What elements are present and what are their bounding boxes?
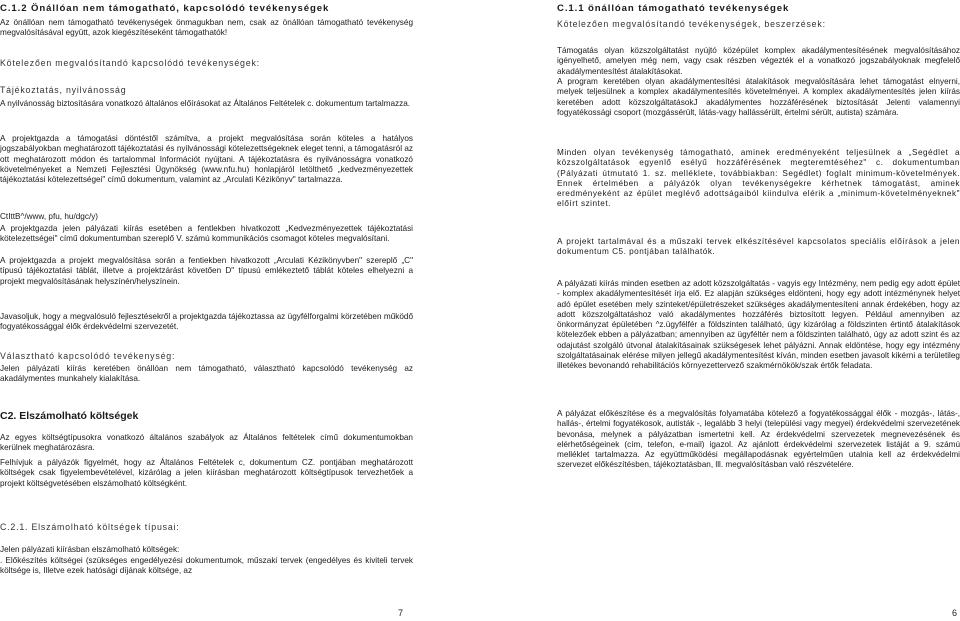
signage-paragraph: A projektgazda a projekt megvalósítása során a fentiekben hivatkozott „Arculati Kézikönyvben" szereplő „C" típusú tájékoztatási táblát, illetve a projektzárást követően D" típusú emlékeztető táblát köteles elhelyezni a projekt megvalósításának helyszínén/helyszínein. bbox=[0, 256, 413, 286]
c2-title: C2. Elszámolható költségek bbox=[0, 410, 139, 422]
package-paragraph: A projektgazda jelen pályázati kiírás esetében a fentlekben hivatkozott „Kedvezményezettek tájékoztatási kötelezettségei" című dokumentumban szereplő V. számú kommunikációs csomagot köteles megvalósítani. bbox=[0, 224, 413, 244]
project-paragraph: A projektgazda a támogatási döntéstől számítva, a projekt megvalósítása során köteles a hatályos jogszabályokban meghatározott tájékoztatási és nyilvánossági kötelezettségeknek eleget tenni, a támogatásról az ott meghatározott módon és tartalommal Információt nyújtani. A tájékoztatásra és nyilvánosságra vonatkozó követelményeket a Nemzeti Fejlesztési Ügynökség (www.nfu.hu) honlapjáról letölthető „kedvezményezettek tájékoztatási kötelezettségei" című dokumentum, valamint az „Arculati Kézikönyv" tartalmazza. bbox=[0, 134, 413, 185]
c2-paragraph-2: Felhívjuk a pályázók figyelmét, hogy az Általános Feltételek c, dokumentum CZ. pontjában meghatározott költségek csak figyelembevételével, kizárólag a jelen kiírásban meghatározott költségtípusok tervezhetőek a projekt költségvetésében elszámolható költségként. bbox=[0, 458, 413, 488]
page-number-left: 7 bbox=[398, 608, 404, 618]
right-subheading: Kötelezően megvalósítandó tevékenységek, beszerzések: bbox=[557, 19, 826, 29]
c21-list-item: . Előkészítés költségei (szükséges engedélyezési dokumentumok, műszaki tervek (engedélyes és kiviteli tervek költsége is, Illetve ezek hatósági díjának költsége, az bbox=[0, 556, 413, 576]
section-heading-right: C.1.1 önállóan támogatható tevékenységek bbox=[557, 3, 790, 14]
right-paragraph-3: A projekt tartalmával és a műszaki tervek elkészítésével kapcsolatos speciális előírások a jelen dokumentum C5. pontjában találhatók. bbox=[557, 237, 960, 257]
right-paragraph-1: Támogatás olyan közszolgáltatást nyújtó középület komplex akadálymentesítésének megvalósításához igényelhető, amelyen még nem, vagy csak részben végezték el a vonatkozó jogszabályoknak megfelelő akadálymentesítést átalakításokat. bbox=[557, 46, 960, 76]
right-paragraph-2: Minden olyan tevékenység támogatható, aminek eredményeként teljesülnek a „Segédlet a közszolgáltatások egyenlő esélyű hozzáférésének megteremtéséhez" c. dokumentumban (Pályázati útmutató 1. sz. melléklete, továbbiakban: Segédlet) foglalt minimum-követelmények. Ennek értelmében a pályázók olyan tevékenységekre kérhetnek támogatást, aminek eredményeként az épület meglévő adottságaiból kiindulva elérik a „minimum-követelményeknek" előírt szintet. bbox=[557, 148, 960, 209]
info-paragraph: A nyilvánosság biztosítására vonatkozó általános előírásokat az Általános Feltételek c. dokumentum tartalmazza. bbox=[0, 99, 411, 108]
right-paragraph-1b: A program keretében olyan akadálymentesítési átalakítások megvalósítására lehet támogatást elnyerni, melyek teljesülnek a komplex akadálymentesítés követelményei. A komplex akadálymentesítés jelen kiírás keretében adott közszolgáltatásokJ akadálymentes hozzáférésének biztosítását Jelenti valamennyi fogyatékossági csoport (mozgássérült, látás-vagy hallássérült, értelmi sérült, autista) számára. bbox=[557, 77, 960, 117]
intro-paragraph: Az önállóan nem támogatható tevékenységek önmagukban nem, csak az önállóan támogatható tevékenység megvalósításával együtt, azok kiegészítéseként támogathatók! bbox=[0, 18, 413, 38]
right-paragraph-4: A pályázati kiírás minden esetben az adott közszolgáltatás - vagyis egy Intézmény, nem pedig egy adott épület - komplex akadálymentesítését írja elő. Ez alapján szükséges eldönteni, hogy egy adott intézménynek helyet adó épület esetében mely szinteket/épületrészeket szükséges akadálymentesíteni annak érdekében, hogy az adott közszolgáltatáshoz való akadálymentes hozzáférés biztosított legyen. Például amennyiben az önkormányzat épületében ^z.ügyfélfér a földszinten található, úgy kizárólag a földszinten értintő átalakítások kötelezőek ebben a pályázatban; amennyiben az ügyféltér nem a földszinten található, úgy az adott szint és az odajutást szolgáló útvonal átalakításainak szükségesek lehet pályázni. Annak eldöntése, hogy egy intézmény szolgáltatásainak elérése milyen jellegű akadálymentesítést kíván, minden esetben javasolt kikérni a területileg illetékes bevonandó rehabilitációs környezettervező szakmérnökök/szak értők feladata. bbox=[557, 279, 960, 371]
c21-title: C.2.1. Elszámolható költségek típusai: bbox=[0, 522, 180, 532]
optional-title: Választható kapcsolódó tevékenység: bbox=[0, 351, 176, 361]
optional-paragraph: Jelen pályázati kiírás keretében önállóan nem támogatható, választható kapcsolódó tevékenység az akadálymentes munkahely kialakítása. bbox=[0, 364, 413, 384]
page-number-right: 6 bbox=[952, 608, 958, 618]
suggestion-paragraph: Javasoljuk, hogy a megvalósuló fejlesztésekről a projektgazda tájékoztassa az ügyfélforgalmi körzetében működő fogyatékossággal élők érdekvédelmi szervezetét. bbox=[0, 312, 413, 332]
info-title: Tájékoztatás, nyilvánosság bbox=[0, 85, 127, 95]
right-paragraph-5: A pályázat előkészítése és a megvalósítás folyamatába kötelező a fogyatékossággal élők - mozgás-, látás-, hallás-, értelmi fogyatékosok, autisták -, legalább 3 helyi (települési vagy megyei) érdekvédelmi szervezetének bevonása, melynek a pályázatban ismertetni kell. Az érdekvédelmi szervezetek megnevezésének és elérhetőségeinek (cím, telefon, e-mail) igazol. Az ajánlott érdekvédelmi szervezetek listáját a 9. számú melléklet tartalmazza. Az együttműködési megállapodásnak egyértelműen utalnia kell az érdekvédelmi szervezet előkészítésben, tájékoztatásban, lll. megvalósításban való részvételére. bbox=[557, 409, 960, 470]
url-line: CtIttB^/www, pfu, hu/dgc/y) bbox=[0, 212, 99, 221]
section-heading: C.1.2 Önállóan nem támogatható, kapcsolódó tevékenységek bbox=[0, 3, 330, 14]
c21-intro: Jelen pályázati kiírásban elszámolható költségek: bbox=[0, 545, 180, 554]
mandatory-title: Kötelezően megvalósítandó kapcsolódó tevékenységek: bbox=[0, 58, 260, 68]
c2-paragraph-1: Az egyes költségtípusokra vonatkozó általános szabályok az Általános feltételek című dokumentumokban kerülnek meghatározásra. bbox=[0, 433, 413, 453]
